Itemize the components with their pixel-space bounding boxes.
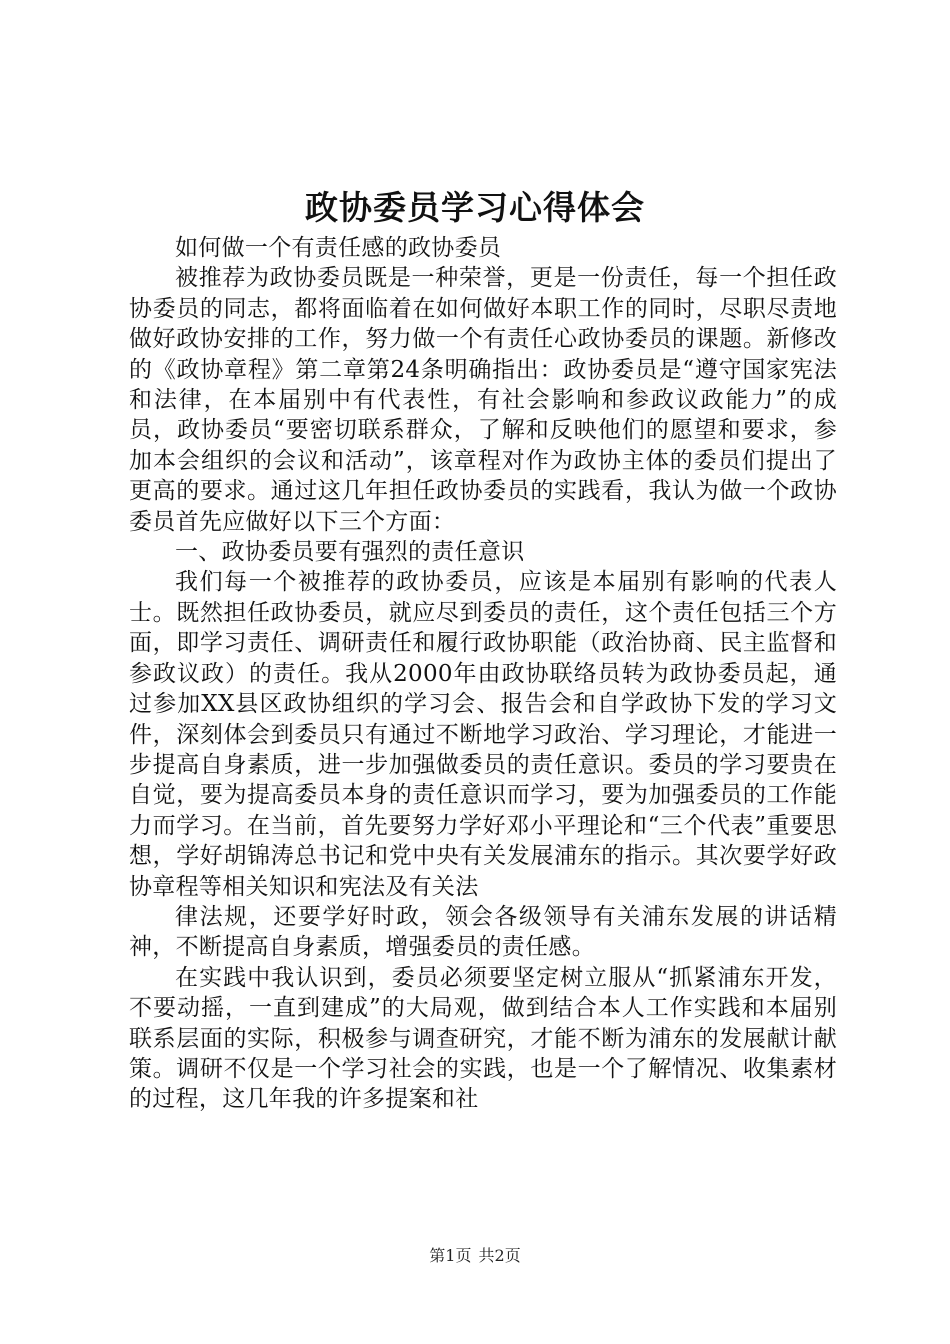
paragraph-practice: 在实践中我认识到，委员必须要坚定树立服从“抓紧浦东开发，不要动摇，一直到建成”的大局观，做到结合本人工作实践和本届别联系层面的实际，积极参与调查研究，才能不断为浦东的发展献计献策。调研不仅是一个学习社会的实践，也是一个了解情况、收集素材的过程，这几年我的许多提案和社 <box>129 964 837 1113</box>
document-title: 政协委员学习心得体会 <box>305 188 645 227</box>
page-footer: 第1页 共2页 <box>429 1246 521 1265</box>
paragraph-laws: 律法规，还要学好时政，领会各级领导有关浦东发展的讲话精神，不断提高自身素质，增强委员的责任感。 <box>129 903 837 961</box>
document-body <box>129 233 837 1115</box>
paragraph-subtitle: 如何做一个有责任感的政协委员 <box>175 235 502 261</box>
paragraph-responsibility: 我们每一个被推荐的政协委员，应该是本届别有影响的代表人士。既然担任政协委员，就应尽到委员的责任，这个责任包括三个方面，即学习责任、调研责任和履行政协职能（政治协商、民主监督和参政议政）的责任。我从2000年由政协联络员转为政协委员起，通过参加XX县区政协组织的学习会、报告会和自学政协下发的学习文件，深刻体会到委员只有通过不断地学习政治、学习理论，才能进一步提高自身素质，进一步加强做委员的责任意识。委员的学习要贵在自觉，要为提高委员本身的责任意识而学习，要为加强委员的工作能力而学习。在当前，首先要努力学好邓小平理论和“三个代表”重要思想，学好胡锦涛总书记和党中央有关发展浦东的指示。其次要学好政协章程等相关知识和宪法及有关法 <box>129 569 837 900</box>
paragraph-intro: 被推荐为政协委员既是一种荣誉，更是一份责任，每一个担任政协委员的同志，都将面临着在如何做好本职工作的同时，尽职尽责地做好政协安排的工作，努力做一个有责任心政协委员的课题。新修改的《政协章程》第二章第24条明确指出：政协委员是“遵守国家宪法和法律，在本届别中有代表性，有社会影响和参政议政能力”的成员，政协委员“要密切联系群众，了解和反映他们的愿望和要求，参加本会组织的会议和活动”，该章程对作为政协主体的委员们提出了更高的要求。通过这几年担任政协委员的实践看，我认为做一个政协委员首先应做好以下三个方面： <box>129 265 837 535</box>
section-heading-1: 一、政协委员要有强烈的责任意识 <box>175 539 525 566</box>
